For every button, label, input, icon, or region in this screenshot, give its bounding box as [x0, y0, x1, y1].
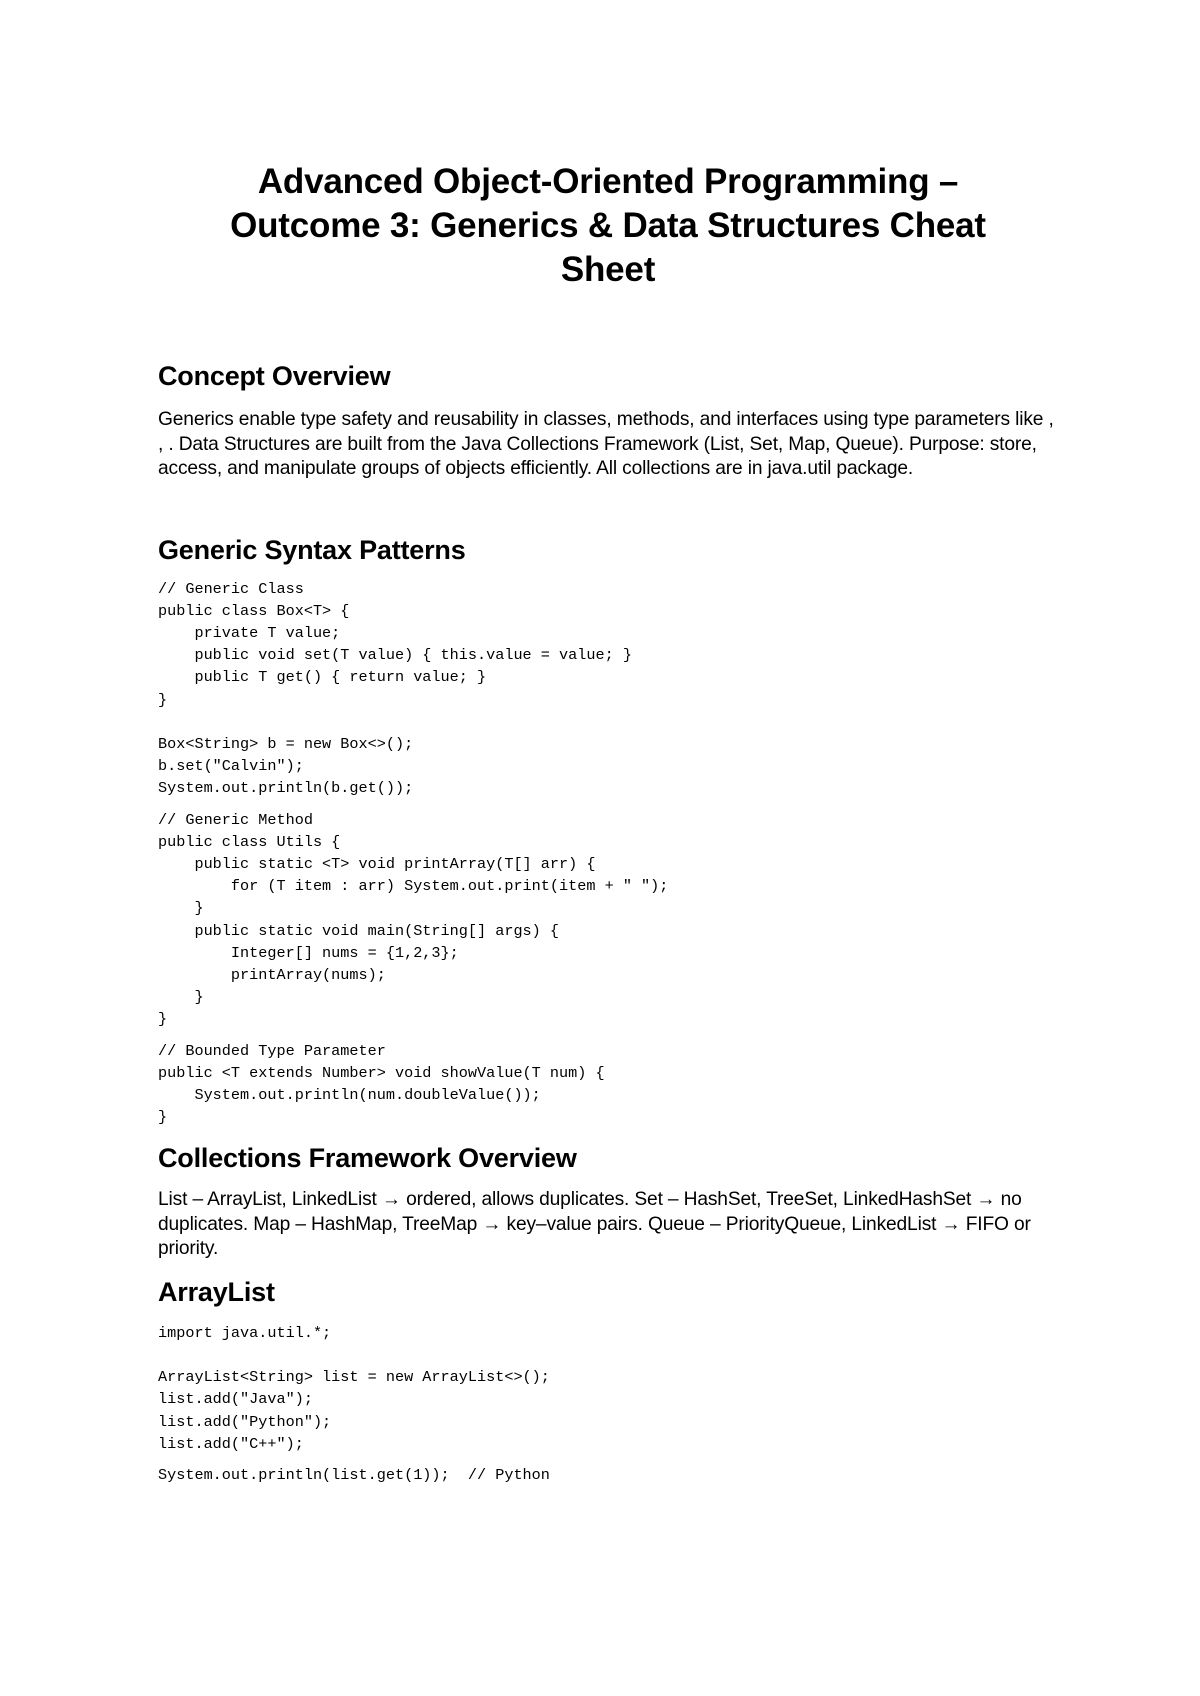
- section-paragraph: List – ArrayList, LinkedList → ordered, allows duplicates. Set – HashSet, TreeSet, LinkedHashSet → no duplicates. Map – HashMap, TreeMap → key–value pairs. Queue – PriorityQueue, LinkedList → FIFO or priority.: [158, 1189, 1031, 1260]
- code-block-generic-class: // Generic Class public class Box<T> { private T value; public void set(T value) { this.value = value; } public T get() { return value; } } Box<String> b = new Box<>(); b.set("Calvin"); System.out.println(b.get());: [158, 579, 632, 798]
- section-generic-syntax: [158, 534, 1058, 1129]
- section-concept-overview: [158, 360, 1058, 482]
- section-collections-overview: [158, 1142, 1058, 1262]
- section-arraylist: [158, 1276, 1058, 1486]
- page-title: [158, 160, 1058, 292]
- code-block-generic-method: // Generic Method public class Utils { public static <T> void printArray(T[] arr) { for (T item : arr) System.out.print(item + " "); } public static void main(String[] args) { Integer[] nums = {1,2,3}; printArray(nums); } }: [158, 810, 669, 1029]
- section-heading: ArrayList: [158, 1276, 275, 1307]
- section-heading: Concept Overview: [158, 361, 391, 391]
- title-line-3: Sheet: [560, 250, 656, 289]
- document-page: [158, 160, 1058, 1486]
- section-paragraph: Generics enable type safety and reusability in classes, methods, and interfaces using type parameters like , , . Data Structures are built from the Java Collections Framework (List, Set, Map, Queue). Purpose: store, access, and manipulate groups of objects efficiently. All collections are in java.util package.: [158, 409, 1054, 479]
- title-line-1: Advanced Object-Oriented Programming –: [257, 162, 959, 201]
- section-heading: Collections Framework Overview: [158, 1143, 577, 1174]
- code-block-arraylist-get: System.out.println(list.get(1)); // Python: [158, 1466, 550, 1485]
- title-line-2: Outcome 3: Generics & Data Structures Cheat: [230, 206, 986, 245]
- code-block-arraylist-setup: import java.util.*; ArrayList<String> list = new ArrayList<>(); list.add("Java"); list.add("Python"); list.add("C++");: [158, 1323, 550, 1453]
- section-heading: Generic Syntax Patterns: [158, 534, 466, 565]
- code-block-bounded-type: // Bounded Type Parameter public <T extends Number> void showValue(T num) { System.out.println(num.doubleValue()); }: [158, 1041, 605, 1127]
